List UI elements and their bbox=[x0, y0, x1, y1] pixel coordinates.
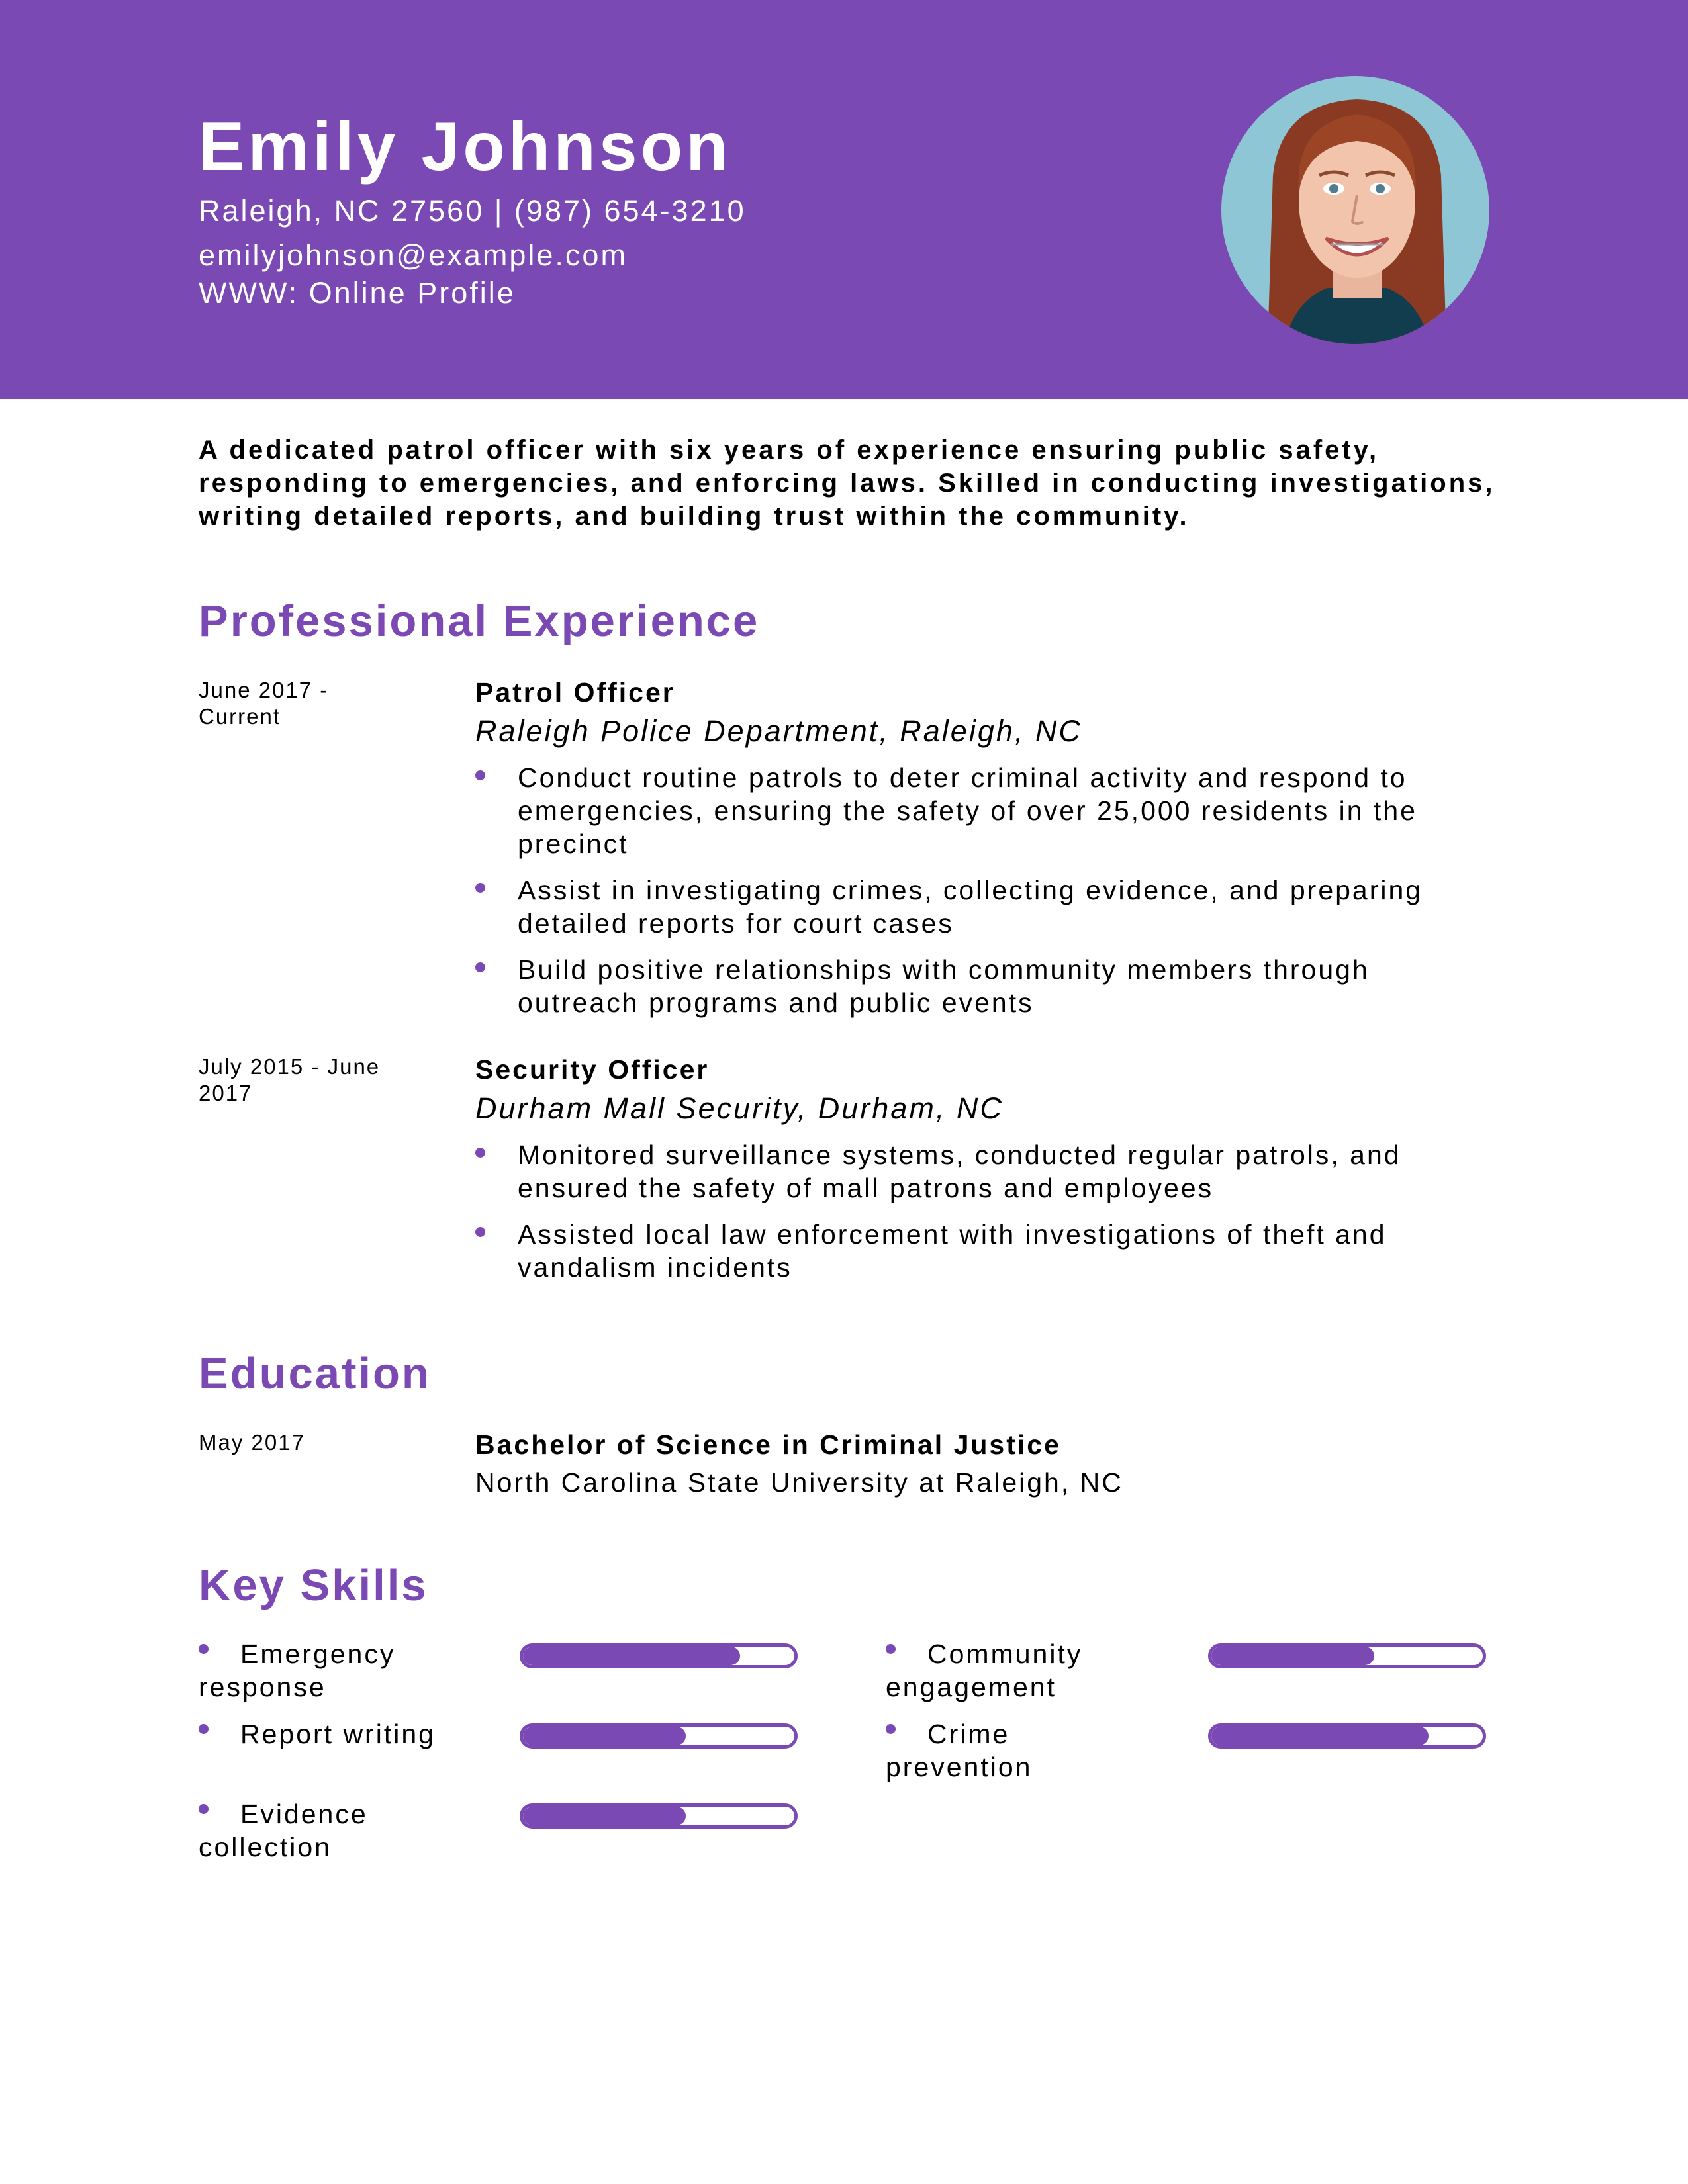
job-organization: Durham Mall Security, Durham, NC bbox=[475, 1091, 1004, 1125]
skill-level-bar bbox=[520, 1643, 798, 1668]
degree-title: Bachelor of Science in Criminal Justice bbox=[475, 1430, 1061, 1460]
job-dates: June 2017 - Current bbox=[199, 678, 329, 729]
professional-summary: A dedicated patrol officer with six years of experience ensuring public safety, responding to emergencies, and enforcing laws. Skilled in conducting investigations, writing detailed reports, and building trust within the community. bbox=[199, 435, 1495, 531]
skill-level-fill bbox=[523, 1807, 686, 1825]
skills-heading: Key Skills bbox=[199, 1561, 428, 1610]
bullet-icon bbox=[475, 770, 485, 780]
job-organization: Raleigh Police Department, Raleigh, NC bbox=[475, 714, 1082, 748]
bullet-icon bbox=[475, 883, 485, 893]
skill-level-fill bbox=[523, 1647, 740, 1665]
education-date: May 2017 bbox=[199, 1430, 305, 1455]
bullet-icon bbox=[475, 1148, 485, 1158]
skill-level-bar bbox=[1208, 1723, 1486, 1749]
bullet-icon bbox=[475, 1227, 485, 1237]
list-item: Conduct routine patrols to deter criminal activity and respond to emergencies, ensuring the safety of over 25,000 residents in the precinct bbox=[475, 761, 1495, 860]
skill-item: Evidence collection bbox=[199, 1799, 368, 1862]
header-banner bbox=[0, 0, 1688, 399]
job-responsibilities bbox=[475, 761, 1495, 1032]
profile-photo bbox=[1221, 76, 1489, 344]
bullet-icon bbox=[886, 1724, 896, 1734]
education-heading: Education bbox=[199, 1349, 431, 1398]
email-link[interactable]: emilyjohnson@example.com bbox=[199, 238, 628, 272]
skill-item: Community engagement bbox=[886, 1639, 1083, 1702]
bullet-icon bbox=[199, 1644, 209, 1654]
list-item: Build positive relationships with community members through outreach programs and public events bbox=[475, 953, 1495, 1019]
bullet-icon bbox=[199, 1724, 209, 1734]
school-name: North Carolina State University at Raleigh, NC bbox=[475, 1467, 1123, 1498]
experience-heading: Professional Experience bbox=[199, 596, 760, 646]
skill-level-fill bbox=[1211, 1647, 1374, 1665]
skill-level-bar bbox=[1208, 1643, 1486, 1668]
skill-item: Crime prevention bbox=[886, 1719, 1033, 1782]
skill-level-fill bbox=[523, 1727, 686, 1745]
list-item: Monitored surveillance systems, conducted regular patrols, and ensured the safety of mall patrons and employees bbox=[475, 1138, 1495, 1205]
job-title: Patrol Officer bbox=[475, 677, 675, 707]
list-item: Assisted local law enforcement with investigations of theft and vandalism incidents bbox=[475, 1218, 1495, 1284]
list-item: Assist in investigating crimes, collecting evidence, and preparing detailed reports for court cases bbox=[475, 874, 1495, 940]
skill-item: Emergency response bbox=[199, 1639, 396, 1702]
bullet-icon bbox=[886, 1644, 896, 1654]
skill-level-bar bbox=[520, 1803, 798, 1829]
candidate-name: Emily Johnson bbox=[199, 109, 731, 185]
website-link[interactable]: WWW: Online Profile bbox=[199, 276, 516, 310]
skill-level-bar bbox=[520, 1723, 798, 1749]
job-responsibilities bbox=[475, 1138, 1495, 1297]
bullet-icon bbox=[475, 962, 485, 972]
bullet-icon bbox=[199, 1804, 209, 1814]
location-phone: Raleigh, NC 27560 | (987) 654-3210 bbox=[199, 194, 746, 228]
job-title: Security Officer bbox=[475, 1054, 710, 1085]
job-dates: July 2015 - June 2017 bbox=[199, 1054, 381, 1105]
skill-level-fill bbox=[1211, 1727, 1429, 1745]
skill-item: Report writing bbox=[199, 1717, 450, 1751]
